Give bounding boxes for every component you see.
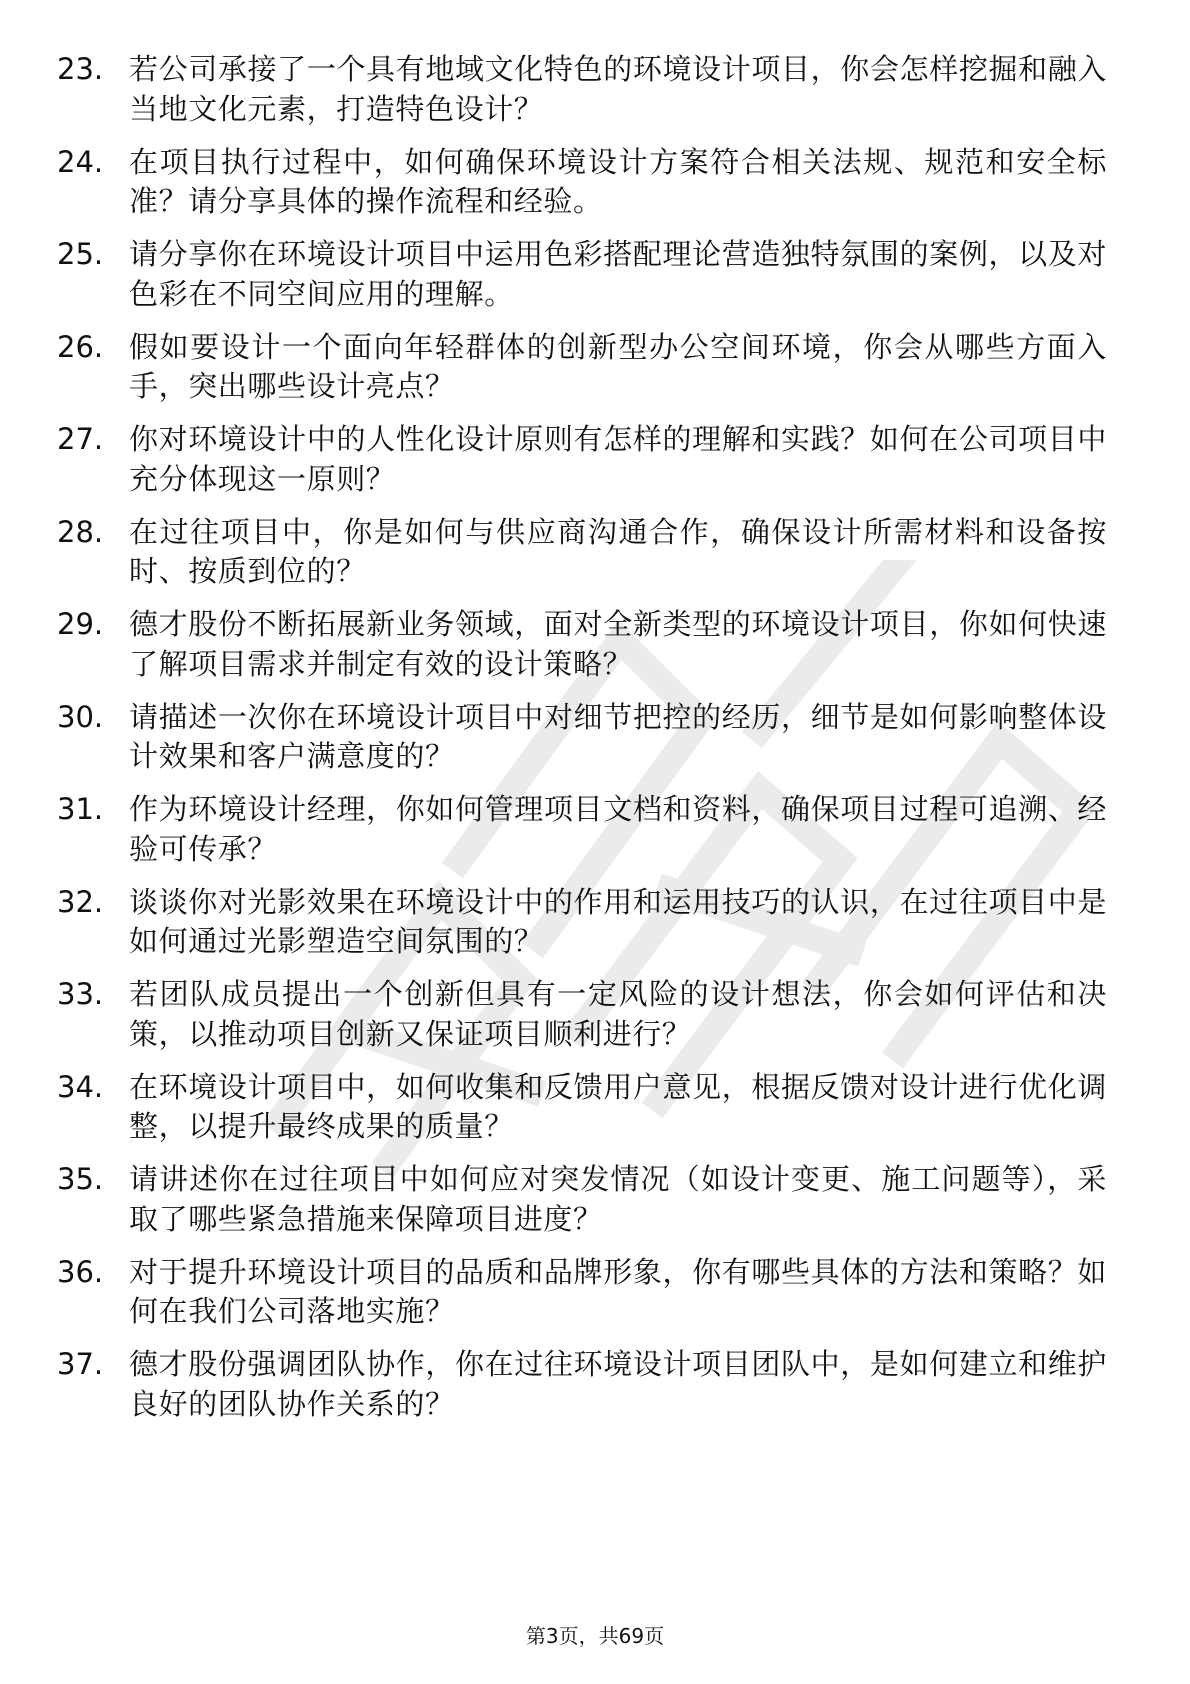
question-number: 26. bbox=[57, 329, 104, 364]
question-text: 请讲述你在过往项目中如何应对突发情况（如设计变更、施工问题等），采取了哪些紧急措施来保障项目进度？ bbox=[129, 1162, 1107, 1236]
list-item bbox=[57, 328, 1107, 407]
question-text: 在过往项目中，你是如何与供应商沟通合作，确保设计所需材料和设备按时、按质到位的？ bbox=[129, 514, 1107, 588]
question-number: 29. bbox=[57, 607, 104, 641]
question-list bbox=[57, 50, 1107, 1438]
question-number: 23. bbox=[57, 52, 104, 86]
question-text: 作为环境设计经理，你如何管理项目文档和资料，确保项目过程可追溯、经验可传承？ bbox=[129, 792, 1107, 866]
question-number: 36. bbox=[57, 1254, 104, 1289]
question-text: 德才股份强调团队协作，你在过往环境设计项目团队中，是如何建立和维护良好的团队协作关系的？ bbox=[129, 1347, 1107, 1421]
list-item bbox=[57, 605, 1107, 684]
page-number-label: 第3页，共69页 bbox=[525, 1624, 665, 1648]
list-item bbox=[57, 143, 1107, 222]
list-item bbox=[57, 698, 1107, 777]
question-text: 你对环境设计中的人性化设计原则有怎样的理解和实践？如何在公司项目中充分体现这一原则？ bbox=[129, 422, 1107, 496]
question-text: 假如要设计一个面向年轻群体的创新型办公空间环境，你会从哪些方面入手，突出哪些设计亮点？ bbox=[129, 329, 1107, 403]
list-item bbox=[57, 420, 1107, 499]
question-number: 31. bbox=[57, 792, 104, 826]
question-number: 35. bbox=[57, 1162, 104, 1196]
question-text: 对于提升环境设计项目的品质和品牌形象，你有哪些具体的方法和策略？如何在我们公司落地实施？ bbox=[129, 1254, 1107, 1328]
question-text: 请描述一次你在环境设计项目中对细节把控的经历，细节是如何影响整体设计效果和客户满意度的？ bbox=[129, 699, 1107, 773]
list-item bbox=[57, 790, 1107, 869]
question-text: 在项目执行过程中，如何确保环境设计方案符合相关法规、规范和安全标准？请分享具体的操作流程和经验。 bbox=[129, 144, 1107, 218]
question-number: 28. bbox=[57, 514, 104, 549]
question-number: 34. bbox=[57, 1069, 104, 1104]
list-item bbox=[57, 975, 1107, 1054]
question-number: 32. bbox=[57, 884, 104, 919]
question-number: 24. bbox=[57, 144, 104, 179]
question-text: 在环境设计项目中，如何收集和反馈用户意见，根据反馈对设计进行优化调整，以提升最终成果的质量？ bbox=[129, 1069, 1107, 1143]
question-text: 谈谈你对光影效果在环境设计中的作用和运用技巧的认识，在过往项目中是如何通过光影塑造空间氛围的？ bbox=[129, 884, 1107, 958]
list-item bbox=[57, 50, 1107, 129]
list-item bbox=[57, 1068, 1107, 1147]
question-text: 德才股份不断拓展新业务领域，面对全新类型的环境设计项目，你如何快速了解项目需求并制定有效的设计策略？ bbox=[129, 607, 1107, 681]
question-number: 33. bbox=[57, 977, 104, 1011]
question-number: 25. bbox=[57, 237, 104, 271]
list-item bbox=[57, 1345, 1107, 1424]
list-item bbox=[57, 1253, 1107, 1332]
question-text: 若公司承接了一个具有地域文化特色的环境设计项目，你会怎样挖掘和融入当地文化元素，打造特色设计？ bbox=[129, 52, 1107, 126]
list-item bbox=[57, 235, 1107, 314]
list-item bbox=[57, 1160, 1107, 1239]
list-item bbox=[57, 883, 1107, 962]
question-text: 请分享你在环境设计项目中运用色彩搭配理论营造独特氛围的案例，以及对色彩在不同空间应用的理解。 bbox=[129, 237, 1107, 311]
list-item bbox=[57, 513, 1107, 592]
question-number: 27. bbox=[57, 422, 104, 456]
page-footer bbox=[0, 1623, 1190, 1649]
question-number: 37. bbox=[57, 1347, 104, 1381]
question-text: 若团队成员提出一个创新但具有一定风险的设计想法，你会如何评估和决策，以推动项目创新又保证项目顺利进行？ bbox=[129, 977, 1107, 1051]
question-number: 30. bbox=[57, 699, 104, 734]
